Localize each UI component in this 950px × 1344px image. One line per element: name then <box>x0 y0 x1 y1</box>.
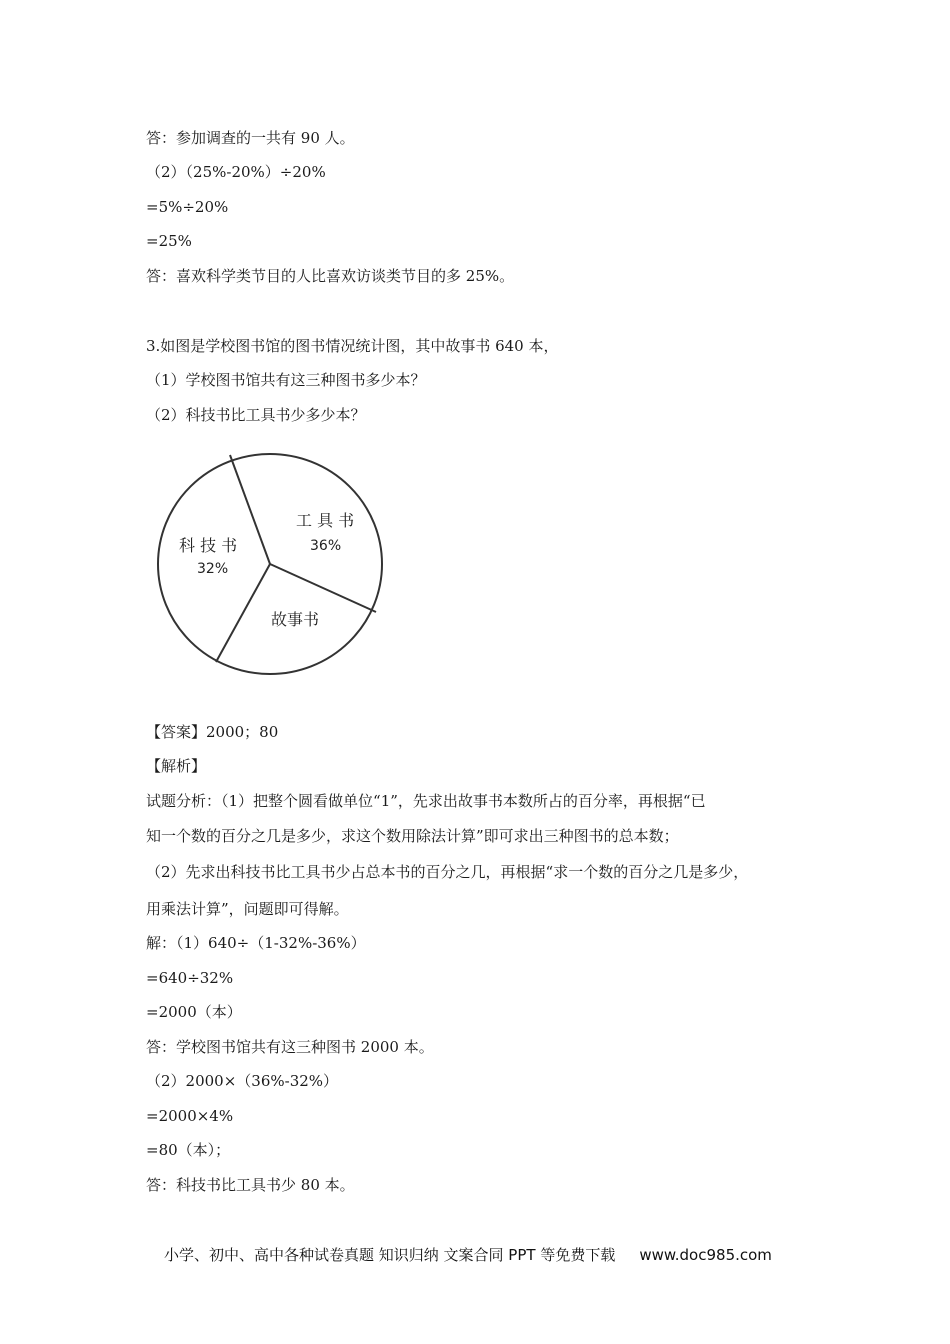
slice-label-story: 故事书 <box>271 610 320 629</box>
footer-site-link[interactable]: www.doc985.com <box>639 1246 772 1264</box>
answer-summary: 【答案】2000；80 <box>146 723 279 741</box>
slice-label-science: 科 技 书 <box>179 536 238 555</box>
solution-line: =2000（本） <box>146 1003 242 1021</box>
answer-line: 答：参加调查的一共有 90 人。 <box>146 129 355 147</box>
question-part: （2）科技书比工具书少多少本？ <box>146 406 366 424</box>
slice-label-tools: 工 具 书 <box>296 511 355 530</box>
page-footer <box>164 1244 772 1265</box>
analysis-text: 试题分析：（1）把整个圆看做单位“1”，先求出故事书本数所占的百分率，再根据“已 <box>146 792 706 810</box>
pie-divider-tools-story <box>270 564 376 612</box>
solution-line: 解：（1）640÷（1-32%-36%） <box>146 934 366 952</box>
question-part: （1）学校图书馆共有这三种图书多少本？ <box>146 371 426 389</box>
solution-line: 答：科技书比工具书少 80 本。 <box>146 1176 355 1194</box>
solution-line: =2000×4% <box>146 1107 234 1125</box>
slice-value-science: 32% <box>197 561 229 577</box>
slice-value-tools: 36% <box>310 538 342 554</box>
answer-line: 答：喜欢科学类节目的人比喜欢访谈类节目的多 25%。 <box>146 267 515 285</box>
analysis-text: 用乘法计算”，问题即可得解。 <box>146 900 349 918</box>
calc-line: =25% <box>146 232 192 250</box>
analysis-text: （2）先求出科技书比工具书少占总本书的百分之几，再根据“求一个数的百分之几是多少， <box>146 863 749 881</box>
calc-line: （2）（25%-20%）÷20% <box>146 163 326 181</box>
calc-line: =5%÷20% <box>146 198 229 216</box>
solution-line: （2）2000×（36%-32%） <box>146 1072 339 1090</box>
pie-chart <box>150 452 390 684</box>
question-stem: 3.如图是学校图书馆的图书情况统计图，其中故事书 640 本， <box>146 337 559 355</box>
solution-line: =640÷32% <box>146 969 234 987</box>
pie-divider-science-story <box>216 564 270 662</box>
solution-line: =80（本）； <box>146 1141 231 1159</box>
analysis-header: 【解析】 <box>146 757 207 775</box>
solution-line: 答：学校图书馆共有这三种图书 2000 本。 <box>146 1038 434 1056</box>
footer-text: 小学、初中、高中各种试卷真题 知识归纳 文案合同 PPT 等免费下载 <box>164 1246 616 1264</box>
analysis-text: 知一个数的百分之几是多少，求这个数用除法计算”即可求出三种图书的总本数； <box>146 827 679 845</box>
